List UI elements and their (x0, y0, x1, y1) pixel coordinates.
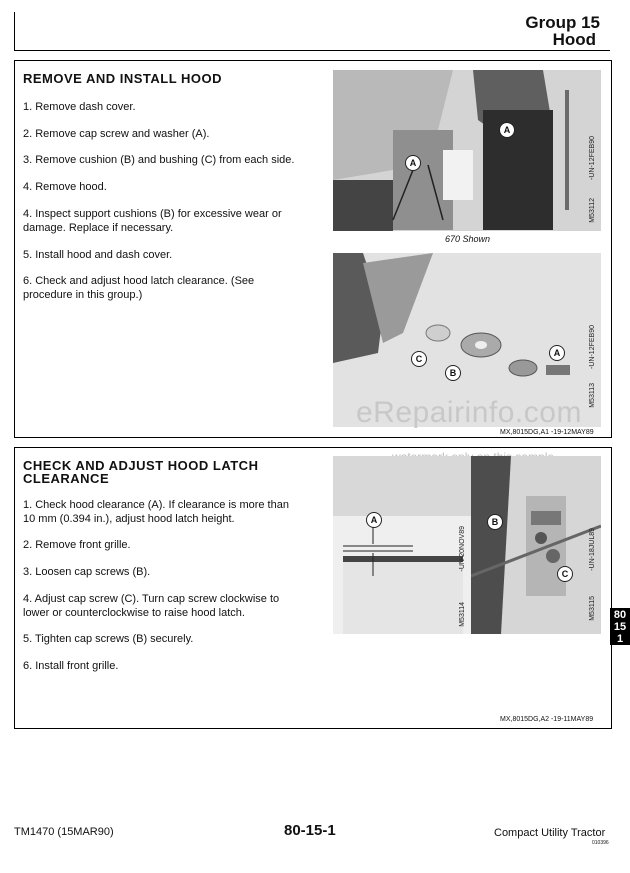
section-check-adjust-latch (14, 447, 612, 729)
step-text: 4. Inspect support cushions (B) for excessive wear or (23, 208, 282, 220)
step-text: 2. Remove front grille. (23, 539, 131, 551)
step-text: 10 mm (0.394 in.), adjust hood latch height. (23, 513, 235, 525)
step-text: 6. Install front grille. (23, 660, 119, 672)
section-title-line2: CLEARANCE (23, 471, 110, 486)
step-text: 1. Remove dash cover. (23, 101, 136, 113)
reference-code: MX,8015DG,A1 -19-12MAY89 (500, 429, 594, 436)
photo-hood-dash (333, 70, 601, 231)
header-rule-left (14, 12, 15, 50)
step-text: 3. Remove cushion (B) and bushing (C) from each side. (23, 154, 295, 166)
step-text: damage. Replace if necessary. (23, 222, 174, 234)
callout-marker: B (445, 365, 461, 381)
step-text: 5. Install hood and dash cover. (23, 249, 173, 261)
photo-hood-clearance (333, 456, 471, 634)
photo-latch-screws (471, 456, 601, 634)
step-text: 6. Check and adjust hood latch clearance. (See (23, 275, 255, 287)
callout-marker: A (549, 345, 565, 361)
photo-id: M53115 (589, 596, 596, 621)
header-rule-bottom (14, 50, 610, 51)
photo-id: M53113 (589, 383, 596, 408)
section-tab-page: 1 (616, 633, 624, 645)
photo-caption: 670 Shown (445, 234, 491, 244)
footer-manual-id: TM1470 (15MAR90) (14, 826, 114, 838)
section-tab (610, 608, 630, 645)
step-text: 3. Loosen cap screws (B). (23, 566, 151, 578)
group-title: Group 15 (525, 13, 600, 32)
step-text: 4. Adjust cap screw (C). Turn cap screw clockwise to (23, 593, 280, 605)
photo-date-code: -UN-18JUL89 (589, 528, 596, 571)
section-tab-chapter: 80 (613, 609, 627, 621)
step-text: 5. Tighten cap screws (B) securely. (23, 633, 194, 645)
photo-date-code: -UN-20NOV89 (459, 526, 466, 572)
section-title-line1: CHECK AND ADJUST HOOD LATCH (23, 458, 259, 473)
photo-id: M53112 (589, 198, 596, 223)
step-text: procedure in this group.) (23, 289, 143, 301)
reference-code: MX,8015DG,A2 -19-11MAY89 (500, 716, 594, 723)
callout-marker: C (411, 351, 427, 367)
section-title: REMOVE AND INSTALL HOOD (23, 71, 223, 86)
callout-marker: B (487, 514, 503, 530)
photo-hood-dash-illustration (333, 70, 601, 231)
callout-marker: C (557, 566, 573, 582)
callout-marker: A (405, 155, 421, 171)
section-tab-group: 15 (613, 621, 627, 633)
photo-date-code: -UN-12FEB90 (589, 136, 596, 180)
page-number: 80-15-1 (284, 822, 336, 839)
page-title: Hood (552, 30, 596, 49)
step-text: lower or counterclockwise to raise hood latch. (23, 607, 245, 619)
callout-marker: A (366, 512, 382, 528)
step-text: 4. Remove hood. (23, 181, 107, 193)
photo-latch-screws-illustration (471, 456, 601, 634)
footer-code: 010396 (592, 840, 609, 846)
photo-id: M53114 (459, 602, 466, 627)
step-text: 1. Check hood clearance (A). If clearance is more than (23, 499, 289, 511)
photo-hood-clearance-illustration (333, 456, 471, 634)
section-remove-install-hood (14, 60, 612, 438)
callout-marker: A (499, 122, 515, 138)
step-text: 2. Remove cap screw and washer (A). (23, 128, 210, 140)
footer-product: Compact Utility Tractor (494, 827, 606, 839)
watermark: eRepairinfo.com (356, 396, 582, 429)
photo-date-code: -UN-12FEB90 (589, 325, 596, 369)
